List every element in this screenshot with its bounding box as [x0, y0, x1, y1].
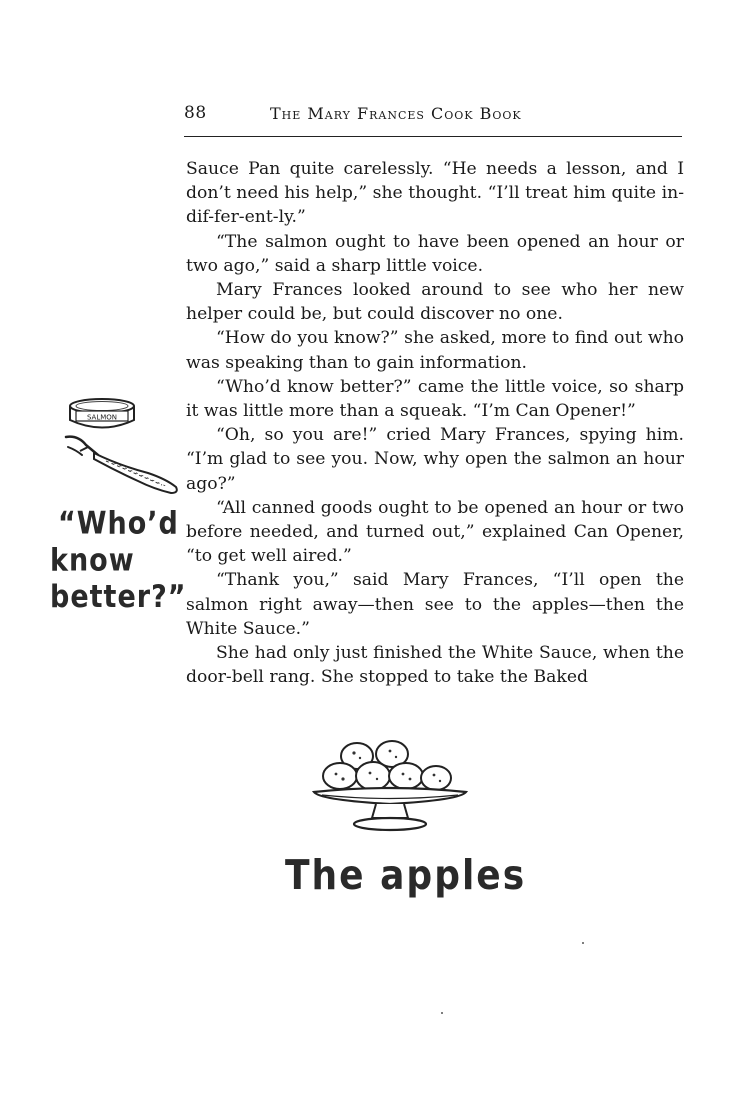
side-caption [50, 506, 187, 616]
can-opener-icon [66, 437, 177, 493]
apples-bowl-illustration [310, 738, 470, 838]
print-speck [441, 1012, 443, 1014]
paragraph: Mary Frances looked around to see who her new helper could be, but could discover no one. [186, 280, 684, 325]
paragraph: Sauce Pan quite carelessly. “He needs a lesson, and I don’t need his help,” she thought. “I’ll treat him quite in-dif-fer-ent-ly.” [186, 159, 684, 228]
fruit-bowl-icon [314, 788, 466, 830]
paragraph: “Who’d know better?” came the little voice, so sharp it was little more than a squeak. “I’m Can Opener!” [186, 376, 684, 422]
body-text [186, 157, 684, 689]
apple-icon [323, 741, 451, 790]
can-opener-illustration [58, 395, 188, 505]
caption-line: better?” [50, 579, 187, 616]
page-number: 88 [184, 103, 207, 123]
can-label: SALMON [86, 413, 118, 422]
paragraph: “Thank you,” said Mary Frances, “I’ll open the salmon right away—then see to the apples—then the White Sauce.” [186, 570, 684, 639]
salmon-can-icon [70, 399, 134, 428]
running-header [184, 103, 684, 129]
caption-line: know [50, 542, 135, 579]
paragraph: She had only just finished the White Sauce, when the door-bell rang. She stopped to take the Baked [186, 643, 684, 688]
bottom-caption: The apples [285, 852, 527, 900]
paragraph: “How do you know?” she asked, more to find out who was speaking than to gain information. [186, 328, 684, 373]
paragraph: “The salmon ought to have been opened an hour or two ago,” said a sharp little voice. [186, 231, 684, 276]
header-rule [184, 136, 682, 137]
caption-line: “Who’d [58, 506, 179, 542]
paragraph: “All canned goods ought to be opened an hour or two before needed, and turned out,” explained Can Opener, “to get well aired.” [186, 497, 684, 567]
running-title: The Mary Frances Cook Book [270, 104, 522, 123]
paragraph: “Oh, so you are!” cried Mary Frances, spying him. “I’m glad to see you. Now, why open the salmon an hour ago?” [186, 425, 684, 494]
print-speck [582, 942, 584, 944]
